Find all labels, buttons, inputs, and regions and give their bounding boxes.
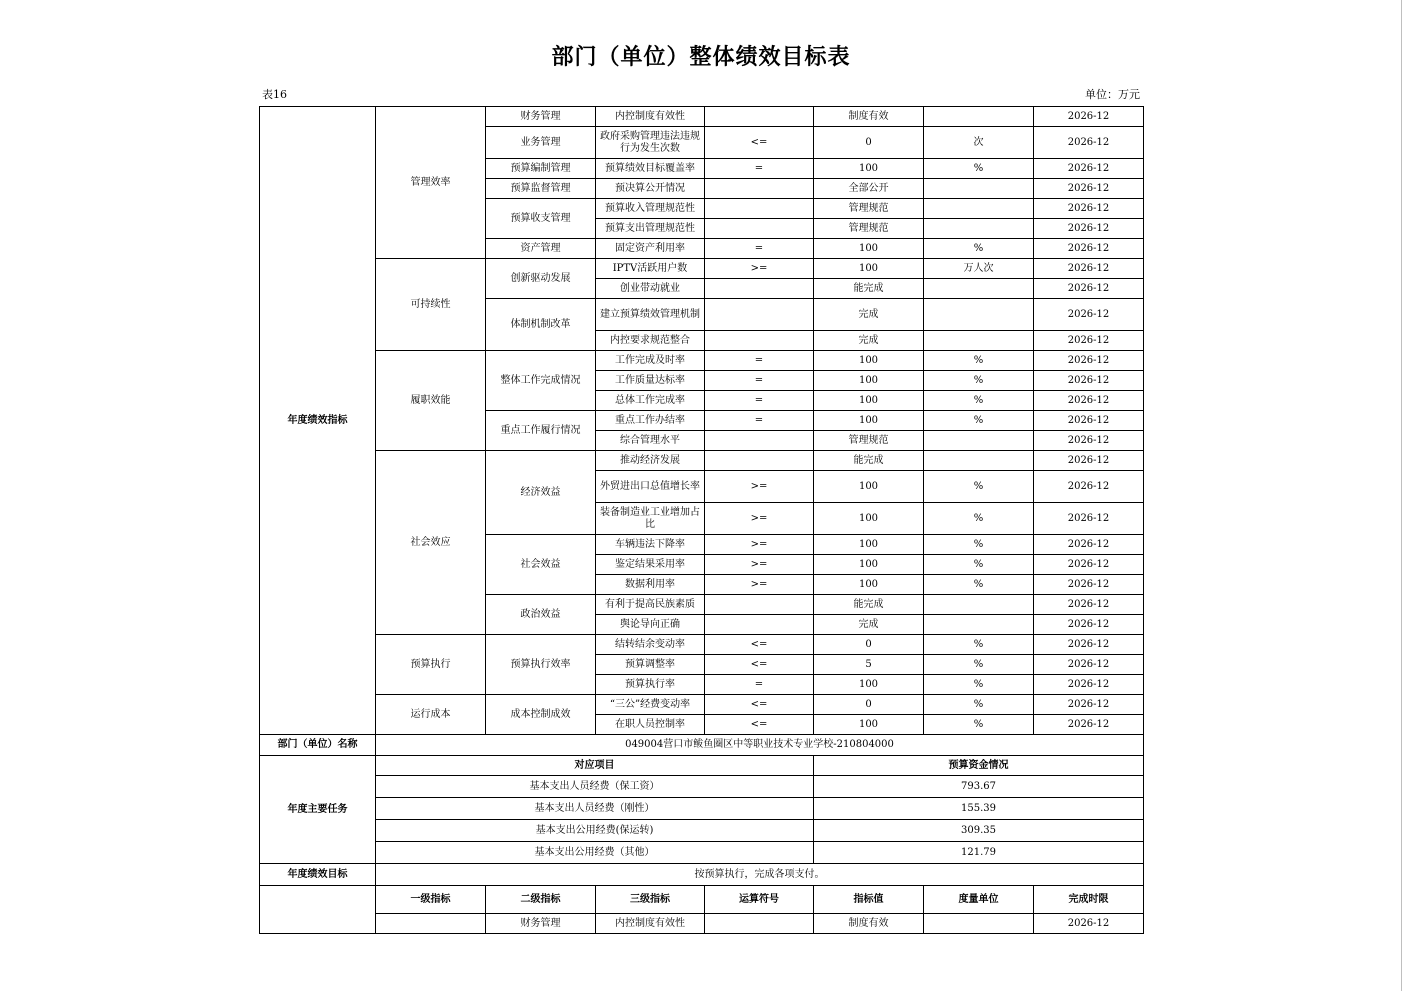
target-value: 0 [814, 127, 924, 159]
tasks-label: 年度主要任务 [260, 756, 376, 864]
level3-indicator: 预算收入管理规范性 [596, 199, 705, 219]
level2-indicator: 政治效益 [486, 595, 596, 635]
operator [705, 431, 814, 451]
operator [705, 179, 814, 199]
level3-indicator: 固定资产利用率 [596, 239, 705, 259]
level2-indicator: 经济效益 [486, 451, 596, 535]
operator: <= [705, 715, 814, 735]
task-amount: 793.67 [814, 776, 1144, 798]
deadline: 2026-12 [1034, 615, 1144, 635]
deadline: 2026-12 [1034, 575, 1144, 595]
target-value: 管理规范 [814, 431, 924, 451]
deadline: 2026-12 [1034, 179, 1144, 199]
deadline: 2026-12 [1034, 279, 1144, 299]
level3-indicator: “三公”经费变动率 [596, 695, 705, 715]
level3-indicator: 重点工作办结率 [596, 411, 705, 431]
column-header-row [260, 886, 1144, 914]
deadline: 2026-12 [1034, 127, 1144, 159]
target-value: 100 [814, 239, 924, 259]
tasks-budget-header: 预算资金情况 [814, 756, 1144, 776]
task-row [260, 776, 1144, 798]
operator [705, 279, 814, 299]
level3-indicator: 有利于提高民族素质 [596, 595, 705, 615]
header-level3: 三级指标 [596, 886, 705, 914]
level3-indicator: 政府采购管理违法违规行为发生次数 [596, 127, 705, 159]
deadline: 2026-12 [1034, 107, 1144, 127]
measure-unit: % [924, 715, 1034, 735]
operator [705, 615, 814, 635]
measure-unit [924, 451, 1034, 471]
measure-unit: % [924, 503, 1034, 535]
deadline: 2026-12 [1034, 239, 1144, 259]
operator: <= [705, 635, 814, 655]
target-value: 管理规范 [814, 199, 924, 219]
measure-unit [924, 219, 1034, 239]
target-value: 0 [814, 635, 924, 655]
level1-indicator: 可持续性 [376, 259, 486, 351]
measure-unit: % [924, 471, 1034, 503]
measure-unit [924, 331, 1034, 351]
target-value: 能完成 [814, 279, 924, 299]
level2-indicator: 业务管理 [486, 127, 596, 159]
target-value: 能完成 [814, 595, 924, 615]
level3-indicator: IPTV活跃用户数 [596, 259, 705, 279]
deadline: 2026-12 [1034, 259, 1144, 279]
goal-row [260, 864, 1144, 886]
target-value: 100 [814, 259, 924, 279]
target-value: 100 [814, 159, 924, 179]
measure-unit [924, 199, 1034, 219]
task-name: 基本支出公用经费（其他） [376, 842, 814, 864]
level2-indicator: 资产管理 [486, 239, 596, 259]
task-row [260, 820, 1144, 842]
deadline: 2026-12 [1034, 675, 1144, 695]
operator: = [705, 391, 814, 411]
measure-unit [924, 595, 1034, 615]
level3-indicator: 预算绩效目标覆盖率 [596, 159, 705, 179]
measure-unit: % [924, 351, 1034, 371]
deadline: 2026-12 [1034, 331, 1144, 351]
target-value: 制度有效 [814, 107, 924, 127]
deadline: 2026-12 [1034, 351, 1144, 371]
level1-indicator [376, 914, 486, 934]
operator: = [705, 371, 814, 391]
dept-label: 部门（单位）名称 [260, 735, 376, 756]
deadline: 2026-12 [1034, 411, 1144, 431]
header-value: 指标值 [814, 886, 924, 914]
metric-row [260, 635, 1144, 655]
level1-indicator: 运行成本 [376, 695, 486, 735]
level2-indicator: 创新驱动发展 [486, 259, 596, 299]
level3-indicator: 创业带动就业 [596, 279, 705, 299]
level3-indicator: 外贸进出口总值增长率 [596, 471, 705, 503]
deadline: 2026-12 [1034, 914, 1144, 934]
target-value: 100 [814, 715, 924, 735]
deadline: 2026-12 [1034, 695, 1144, 715]
level2-indicator: 社会效益 [486, 535, 596, 595]
deadline: 2026-12 [1034, 199, 1144, 219]
measure-unit: % [924, 675, 1034, 695]
target-value: 100 [814, 535, 924, 555]
level3-indicator: 预算调整率 [596, 655, 705, 675]
level2-indicator: 预算收支管理 [486, 199, 596, 239]
task-name: 基本支出人员经费（保工资） [376, 776, 814, 798]
level3-indicator: 鉴定结果采用率 [596, 555, 705, 575]
target-value: 全部公开 [814, 179, 924, 199]
level2-indicator: 财务管理 [486, 107, 596, 127]
measure-unit: % [924, 535, 1034, 555]
measure-unit [924, 914, 1034, 934]
task-amount: 309.35 [814, 820, 1144, 842]
target-value: 0 [814, 695, 924, 715]
operator: <= [705, 127, 814, 159]
metric-row [260, 107, 1144, 127]
measure-unit: % [924, 371, 1034, 391]
task-row [260, 798, 1144, 820]
header-deadline: 完成时限 [1034, 886, 1144, 914]
measure-unit [924, 179, 1034, 199]
operator: >= [705, 535, 814, 555]
header-level1: 一级指标 [376, 886, 486, 914]
level2-indicator: 体制机制改革 [486, 299, 596, 351]
level2-indicator: 预算执行效率 [486, 635, 596, 695]
section-label-annual-metrics: 年度绩效指标 [260, 107, 376, 735]
operator: = [705, 159, 814, 179]
target-value: 完成 [814, 299, 924, 331]
level3-indicator: 工作完成及时率 [596, 351, 705, 371]
measure-unit: % [924, 655, 1034, 675]
metric-row [260, 914, 1144, 934]
task-amount: 121.79 [814, 842, 1144, 864]
section-continuation [260, 886, 376, 934]
level2-indicator: 整体工作完成情况 [486, 351, 596, 411]
operator [705, 107, 814, 127]
operator: >= [705, 575, 814, 595]
level3-indicator: 内控制度有效性 [596, 914, 705, 934]
deadline: 2026-12 [1034, 471, 1144, 503]
level3-indicator: 数据利用率 [596, 575, 705, 595]
target-value: 100 [814, 675, 924, 695]
measure-unit [924, 431, 1034, 451]
level3-indicator: 结转结余变动率 [596, 635, 705, 655]
measure-unit: % [924, 411, 1034, 431]
measure-unit: % [924, 575, 1034, 595]
level2-indicator: 重点工作履行情况 [486, 411, 596, 451]
level3-indicator: 预算支出管理规范性 [596, 219, 705, 239]
target-value: 100 [814, 503, 924, 535]
level1-indicator: 履职效能 [376, 351, 486, 451]
goal-label: 年度绩效目标 [260, 864, 376, 886]
operator: <= [705, 655, 814, 675]
deadline: 2026-12 [1034, 371, 1144, 391]
target-value: 5 [814, 655, 924, 675]
metric-row [260, 351, 1144, 371]
measure-unit [924, 279, 1034, 299]
level3-indicator: 工作质量达标率 [596, 371, 705, 391]
task-name: 基本支出人员经费（刚性） [376, 798, 814, 820]
operator: >= [705, 471, 814, 503]
target-value: 100 [814, 555, 924, 575]
level2-indicator: 预算编制管理 [486, 159, 596, 179]
operator [705, 199, 814, 219]
deadline: 2026-12 [1034, 595, 1144, 615]
level3-indicator: 建立预算绩效管理机制 [596, 299, 705, 331]
level3-indicator: 在职人员控制率 [596, 715, 705, 735]
deadline: 2026-12 [1034, 299, 1144, 331]
tasks-header-row [260, 756, 1144, 776]
deadline: 2026-12 [1034, 635, 1144, 655]
deadline: 2026-12 [1034, 535, 1144, 555]
operator: = [705, 411, 814, 431]
task-name: 基本支出公用经费(保运转) [376, 820, 814, 842]
metric-row [260, 695, 1144, 715]
header-level2: 二级指标 [486, 886, 596, 914]
operator: = [705, 239, 814, 259]
level3-indicator: 内控制度有效性 [596, 107, 705, 127]
level1-indicator: 预算执行 [376, 635, 486, 695]
target-value: 100 [814, 371, 924, 391]
task-amount: 155.39 [814, 798, 1144, 820]
unit-label: 单位：万元 [1085, 88, 1140, 101]
header-operator: 运算符号 [705, 886, 814, 914]
measure-unit [924, 107, 1034, 127]
operator [705, 299, 814, 331]
level3-indicator: 总体工作完成率 [596, 391, 705, 411]
operator [705, 331, 814, 351]
dept-value: 049004营口市鲅鱼圈区中等职业技术专业学校-210804000 [376, 735, 1144, 756]
operator [705, 219, 814, 239]
measure-unit: % [924, 159, 1034, 179]
deadline: 2026-12 [1034, 391, 1144, 411]
level2-indicator: 财务管理 [486, 914, 596, 934]
measure-unit [924, 299, 1034, 331]
level3-indicator: 预决算公开情况 [596, 179, 705, 199]
task-row [260, 842, 1144, 864]
performance-table [259, 106, 1144, 934]
measure-unit: % [924, 391, 1034, 411]
operator [705, 451, 814, 471]
table-number: 表16 [262, 88, 287, 101]
deadline: 2026-12 [1034, 451, 1144, 471]
target-value: 管理规范 [814, 219, 924, 239]
target-value: 100 [814, 391, 924, 411]
level3-indicator: 舆论导向正确 [596, 615, 705, 635]
level2-indicator: 成本控制成效 [486, 695, 596, 735]
level3-indicator: 车辆违法下降率 [596, 535, 705, 555]
measure-unit: 万人次 [924, 259, 1034, 279]
target-value: 能完成 [814, 451, 924, 471]
deadline: 2026-12 [1034, 503, 1144, 535]
measure-unit: % [924, 695, 1034, 715]
page-title: 部门（单位）整体绩效目标表 [551, 45, 851, 70]
deadline: 2026-12 [1034, 555, 1144, 575]
deadline: 2026-12 [1034, 655, 1144, 675]
target-value: 100 [814, 575, 924, 595]
dept-row [260, 735, 1144, 756]
deadline: 2026-12 [1034, 219, 1144, 239]
target-value: 完成 [814, 331, 924, 351]
tasks-item-header: 对应项目 [376, 756, 814, 776]
metric-row [260, 451, 1144, 471]
deadline: 2026-12 [1034, 431, 1144, 451]
level3-indicator: 综合管理水平 [596, 431, 705, 451]
level1-indicator: 管理效率 [376, 107, 486, 259]
operator [705, 914, 814, 934]
metric-row [260, 259, 1144, 279]
operator: >= [705, 259, 814, 279]
level3-indicator: 预算执行率 [596, 675, 705, 695]
target-value: 100 [814, 471, 924, 503]
measure-unit: % [924, 635, 1034, 655]
target-value: 制度有效 [814, 914, 924, 934]
target-value: 100 [814, 351, 924, 371]
operator: = [705, 351, 814, 371]
measure-unit: % [924, 239, 1034, 259]
header-unit: 度量单位 [924, 886, 1034, 914]
level2-indicator: 预算监督管理 [486, 179, 596, 199]
measure-unit [924, 615, 1034, 635]
level1-indicator: 社会效应 [376, 451, 486, 635]
operator: >= [705, 503, 814, 535]
deadline: 2026-12 [1034, 715, 1144, 735]
measure-unit: % [924, 555, 1034, 575]
operator: <= [705, 695, 814, 715]
target-value: 100 [814, 411, 924, 431]
target-value: 完成 [814, 615, 924, 635]
operator: = [705, 675, 814, 695]
level3-indicator: 内控要求规范整合 [596, 331, 705, 351]
deadline: 2026-12 [1034, 159, 1144, 179]
measure-unit: 次 [924, 127, 1034, 159]
level3-indicator: 装备制造业工业增加占比 [596, 503, 705, 535]
goal-value: 按预算执行，完成各项支付。 [376, 864, 1144, 886]
level3-indicator: 推动经济发展 [596, 451, 705, 471]
operator: >= [705, 555, 814, 575]
operator [705, 595, 814, 615]
